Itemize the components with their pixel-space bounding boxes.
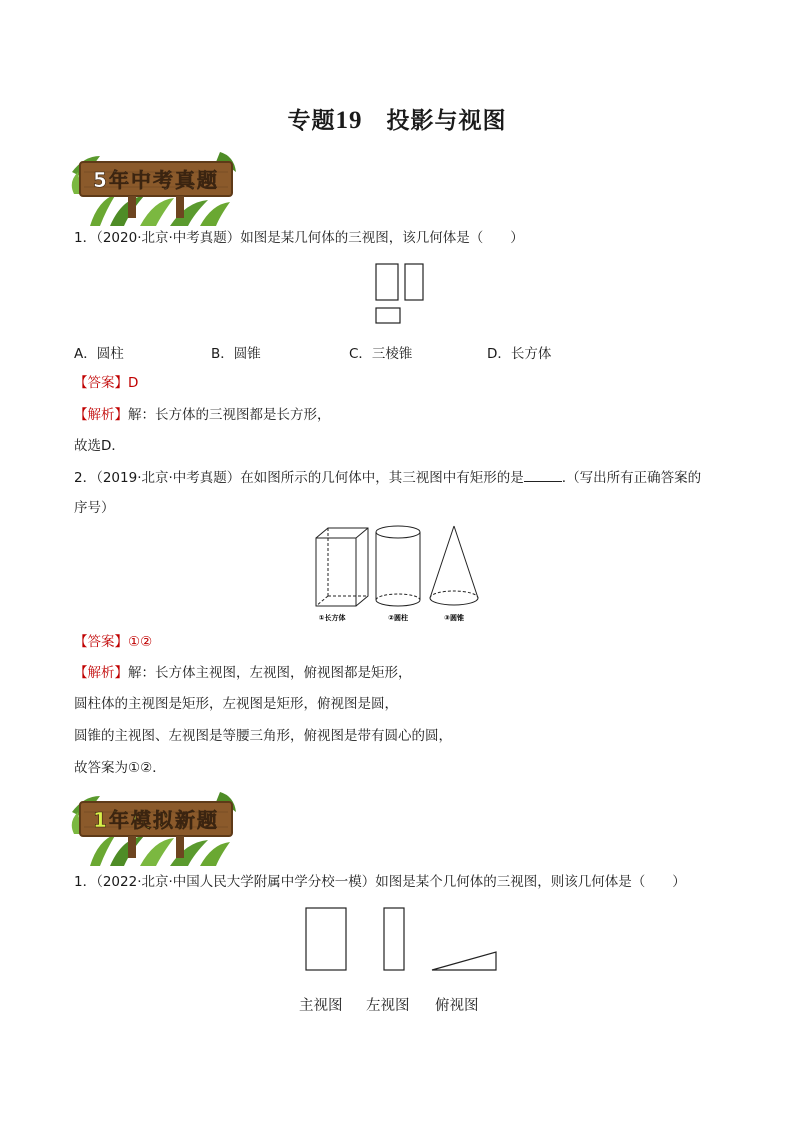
- figure-label-cuboid: ①长方体: [318, 614, 346, 622]
- q3-front-view: [306, 908, 346, 970]
- q1-option-d[interactable]: D．长方体: [487, 346, 552, 362]
- q1-top-view: [376, 308, 400, 323]
- q3-three-views-figure: [300, 904, 502, 976]
- q3-side-view: [384, 908, 404, 970]
- question-1-stem: 1．（2020·北京·中考真题）如图是某几何体的三视图，该几何体是（ ）: [74, 230, 524, 246]
- q1-front-view: [376, 264, 398, 300]
- q2-analysis-line-2: 圆柱体的主视图是矩形，左视图是矩形，俯视图是圆，: [74, 696, 398, 712]
- badge-label: 5年中考真题: [93, 168, 219, 192]
- question-2-stem: 2．（2019·北京·中考真题）在如图所示的几何体中，其三视图中有矩形的是 .（写出所有正确答案的: [74, 467, 701, 488]
- q1-option-a[interactable]: A．圆柱: [74, 346, 124, 362]
- q1-option-b[interactable]: B．圆锥: [211, 346, 261, 362]
- q1-answer: 【答案】D: [74, 375, 139, 391]
- q1-analysis: 【解析】解：长方体的三视图都是长方形，: [74, 407, 331, 423]
- q1-three-views-figure: [372, 260, 428, 326]
- figure-label-cone: ③圆锥: [444, 614, 464, 622]
- figure-label-cylinder: ②圆柱: [388, 614, 408, 622]
- q1-side-view: [405, 264, 423, 300]
- q2-answer: 【答案】①②: [74, 634, 153, 650]
- page-title: 专题19 投影与视图: [287, 107, 507, 134]
- question-2-stem-cont: 序号）: [74, 500, 115, 516]
- question-3-stem: 1．（2022·北京·中国人民大学附属中学分校一模）如图是某个几何体的三视图，则该几何体是（ ）: [74, 874, 686, 890]
- caption-front-view: 主视图: [299, 998, 343, 1014]
- badge-label: 1年模拟新题: [93, 808, 219, 832]
- caption-top-view: 俯视图: [435, 998, 479, 1014]
- answer-blank: [524, 467, 562, 482]
- q2-analysis-conclusion: 故答案为①②．: [74, 760, 166, 776]
- q3-top-view: [432, 952, 496, 970]
- cone-figure: [430, 526, 478, 605]
- cuboid-figure: [316, 528, 368, 606]
- q1-option-c[interactable]: C．三棱锥: [349, 346, 413, 362]
- q1-analysis-conclusion: 故选D．: [74, 438, 125, 454]
- section-badge-real-exams: [70, 142, 238, 226]
- caption-side-view: 左视图: [366, 998, 410, 1014]
- q2-solids-figure: [312, 522, 482, 624]
- section-badge-mock-exams: [70, 782, 238, 866]
- cylinder-figure: [376, 526, 420, 606]
- q2-analysis: 【解析】解：长方体主视图，左视图，俯视图都是矩形，: [74, 665, 412, 681]
- q2-analysis-line-3: 圆锥的主视图、左视图是等腰三角形，俯视图是带有圆心的圆，: [74, 728, 452, 744]
